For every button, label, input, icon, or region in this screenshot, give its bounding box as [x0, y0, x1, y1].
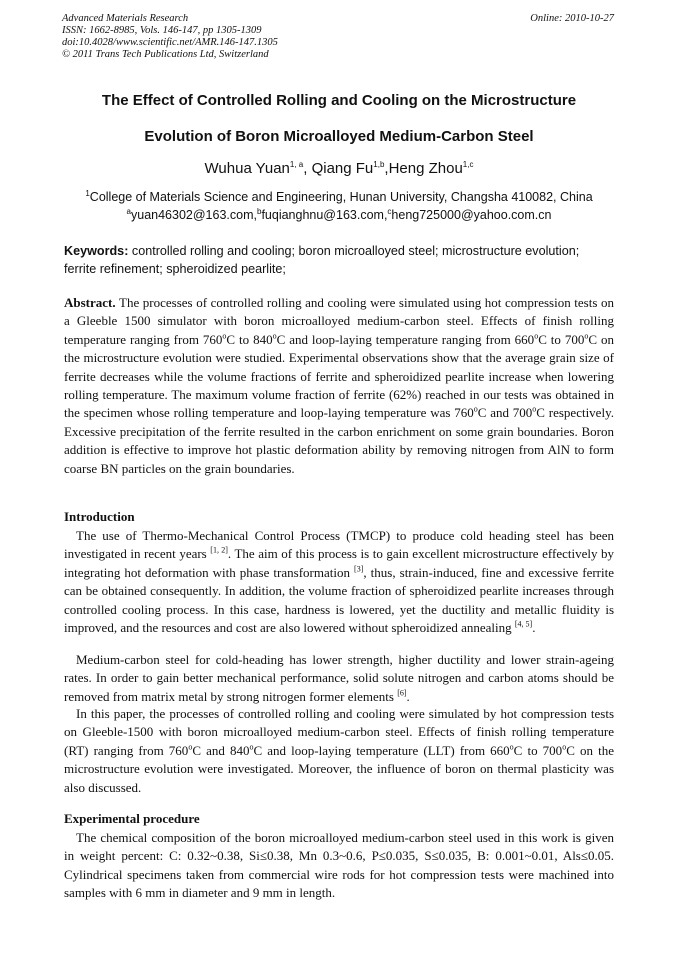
author-list: Wuhua Yuan$^{1, a}$, Qiang Fu$^{1,b}$,Heng Zhou$^{1,c}$ — [204, 160, 474, 177]
affiliation-mark: 1 — [85, 188, 90, 198]
journal-name: Advanced Materials Research — [62, 13, 189, 24]
keywords — [64, 242, 614, 278]
keywords-text: controlled rolling and cooling; boron microalloyed steel; microstructure evolution; ferrite refinement; spheroidized pearlite; — [64, 244, 580, 276]
citation[interactable]: [4, 5] — [514, 619, 533, 629]
email-mark: a — [126, 206, 131, 216]
email-list: $^a$yuan46302@163.com,$^b$fuqianghnu@163.com,$^c$heng725000@yahoo.com.cn — [126, 206, 552, 222]
introduction-paragraph-3: In this paper, the processes of controlled rolling and cooling were simulated by hot compression tests on Gleeble-1500 with boron microalloyed medium-carbon steel. Effects of finish rolling temperature (RT) ranging from 760$^o$C and 840$^o$C and loop-laying temperature (LLT) from 660$^o$C to 700$^o$C on the microstructure evolution were investigated. Moreover, the influence of boron on thermal plasticity was also discussed. — [64, 706, 614, 795]
copyright-line: © 2011 Trans Tech Publications Ltd, Switzerland — [62, 49, 269, 60]
experimental-heading: Experimental procedure — [64, 811, 200, 826]
email-mark: b — [256, 206, 262, 216]
doi-line: doi:10.4028/www.scientific.net/AMR.146-147.1305 — [62, 37, 278, 48]
introduction-heading: Introduction — [64, 509, 135, 524]
email-address[interactable]: yuan46302@163.com — [131, 208, 254, 222]
author-affiliation-mark: 1,c — [462, 160, 474, 169]
citation[interactable]: [1, 2] — [210, 546, 228, 556]
issn-line: ISSN: 1662-8985, Vols. 146-147, pp 1305-1309 — [62, 25, 262, 36]
email-address[interactable]: heng725000@yahoo.com.cn — [391, 208, 552, 222]
keywords-label: Keywords: — [64, 244, 129, 258]
author-name: Qiang Fu — [311, 160, 374, 177]
author-affiliation-mark: 1, a — [289, 160, 304, 169]
experimental-paragraph-1: The chemical composition of the boron microalloyed medium-carbon steel used in this work is given in weight percent: C: 0.32~0.38, Si≤0.38, Mn 0.3~0.6, P≤0.035, S≤0.035, B: 0.001~0.01, Als≤0.05. Cylindrical specimens taken from commercial wire rods for hot compression tests were machined into samples with 6 mm in diameter and 9 mm in length. — [64, 830, 614, 901]
author-name: Wuhua Yuan — [204, 160, 290, 177]
email-address[interactable]: fuqianghnu@163.com — [261, 208, 384, 222]
email-mark: c — [387, 206, 392, 216]
abstract-label: Abstract. — [64, 295, 116, 310]
paper-title-line-2: Evolution of Boron Microalloyed Medium-Carbon Steel — [144, 128, 534, 145]
author-affiliation-mark: 1,b — [373, 160, 385, 169]
introduction-paragraph-1: The use of Thermo-Mechanical Control Process (TMCP) to produce cold heading steel has been investigated in recent years [1, 2]. The aim of this process is to gain excellent microstructure effectively by integrating hot deformation with phase transformation [3], thus, strain-induced, fine and excessive ferrite can be obtained consequently. In addition, the volume fraction of spheroidized pearlite increases through controlled cooling process. In this case, hardness is lowered, yet the ductility and metallic fluidity is improved, and the resources and cost are also lowered without spheroidized annealing [4, 5]. — [64, 528, 615, 636]
introduction-paragraph-2: Medium-carbon steel for cold-heading has lower strength, higher ductility and lower strain-ageing rates. In order to gain better mechanical performance, solid solute nitrogen and carbon atoms should be removed from matrix metal by strong nitrogen former elements [6]. — [64, 652, 614, 704]
author-name: Heng Zhou — [388, 160, 463, 177]
online-date: Online: 2010-10-27 — [530, 13, 614, 24]
paper-title-line-1: The Effect of Controlled Rolling and Cooling on the Microstructure — [101, 92, 577, 109]
citation[interactable]: [6] — [397, 688, 407, 698]
affiliation-text: College of Materials Science and Engineering, Hunan University, Changsha 410082, China — [89, 190, 593, 204]
journal-header — [62, 13, 614, 61]
abstract: Abstract. The processes of controlled rolling and cooling were simulated using hot compression tests on a Gleeble 1500 simulator with boron microalloyed medium-carbon steel. Effects of finish rolling temperature ranging from 760$^o$C to 840$^o$C and loop-laying temperature ranging from 660$^o$C to 700$^o$C on the microstructure evolution were studied. Experimental observations show that the average grain size of ferrite decreases while the volume fractions of ferrite and spheroidized pearlite increase when lowering rolling temperature. The maximum volume fraction of ferrite (62%) reached in our tests was obtained in the specimen whose rolling temperature and loop-laying temperature was 760$^o$C and 700$^o$C respectively. Excessive precipitation of the ferrite resulted in the carbon enrichment on some grain boundaries. Boron addition is effective to improve hot plastic deformation ability by removing nitrogen from AlN to form coarse BN particles on the grain boundaries. — [64, 295, 615, 476]
citation[interactable]: [3] — [354, 564, 364, 574]
affiliation — [0, 190, 678, 204]
